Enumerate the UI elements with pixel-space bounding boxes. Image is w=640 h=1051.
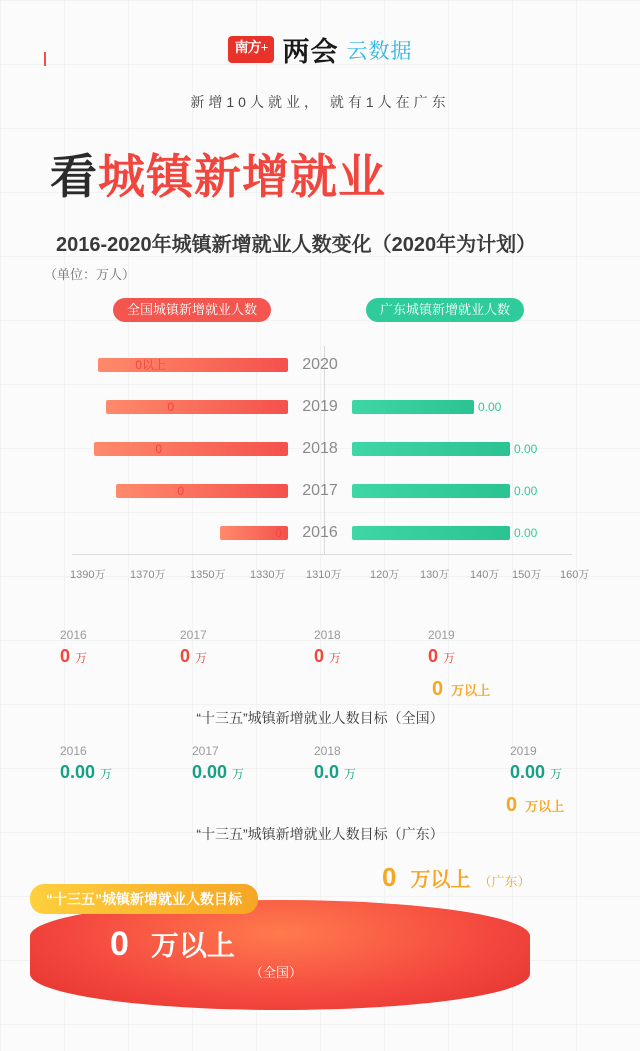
value-guangdong-2018: 0.00: [514, 442, 538, 456]
disc-badge-label: “十三五”城镇新增就业人数目标: [30, 884, 258, 914]
chart-axis-scale: [0, 554, 640, 590]
national-cell-2017-value: [180, 646, 207, 667]
national-cell-2017-num: 0: [180, 646, 191, 666]
chart-year-2016: 2016: [302, 524, 338, 541]
brand-title: 两会: [282, 37, 339, 67]
national-cell-2018-unit: 万: [329, 651, 342, 665]
axis-tick-right-1: 120万: [370, 569, 400, 581]
chart-legend: [0, 298, 640, 324]
chart-unit-note: （单位：万人）: [44, 267, 136, 282]
national-cell-2016-num: 0: [60, 646, 71, 666]
national-cell-2017: [180, 628, 207, 667]
axis-tick-right-5: 160万: [560, 569, 590, 581]
brand-header: [0, 30, 640, 69]
value-national-2018: 0: [155, 442, 162, 456]
value-guangdong-2016: 0.00: [514, 526, 538, 540]
national-cell-2018-year: 2018: [314, 628, 341, 642]
national-cell-2019-unit: 万: [443, 651, 456, 665]
chart-row-2017: [0, 472, 640, 510]
final-target-scope: （广东）: [478, 874, 531, 889]
guangdong-cell-2019-year: 2019: [510, 744, 537, 758]
value-national-2017: 0: [177, 484, 184, 498]
chart-row-2019: [0, 388, 640, 426]
guangdong-cell-2019-num: 0.00: [510, 762, 546, 782]
page-title-highlight: 城镇新增就业: [98, 150, 386, 203]
bar-guangdong-2018: [352, 442, 510, 456]
kicker-text: 新增10人就业， 就有1人在广东: [190, 94, 450, 110]
national-cell-2017-unit: 万: [195, 651, 208, 665]
value-guangdong-2017: 0.00: [514, 484, 538, 498]
final-target-text: 万以上: [410, 869, 471, 891]
guangdong-cell-2017-unit: 万: [232, 767, 245, 781]
final-guangdong-target: [382, 862, 530, 893]
brand-subtitle: 云数据: [346, 39, 413, 63]
national-target-text: 万以上: [451, 683, 491, 698]
guangdong-target-caption: “十三五”城镇新增就业人数目标（广东）: [196, 826, 444, 842]
axis-tick-right-3: 140万: [470, 569, 500, 581]
pyramid-chart: [0, 346, 640, 581]
national-cell-2018-value: [314, 646, 341, 667]
guangdong-cell-2016-value: [60, 762, 112, 783]
national-cell-2016: [60, 628, 87, 667]
value-national-2020: 0以上: [135, 358, 166, 372]
final-target-num: 0: [382, 862, 397, 892]
national-cell-2019-value: [428, 646, 455, 667]
national-cell-2016-value: [60, 646, 87, 667]
guangdong-cell-2018-value: [314, 762, 356, 783]
guangdong-target-num: 0: [506, 794, 518, 816]
guangdong-cell-2019: [510, 744, 562, 783]
guangdong-cell-2016-unit: 万: [100, 767, 113, 781]
chart-year-2020: 2020: [302, 356, 338, 373]
axis-tick-left-2: 1370万: [130, 569, 166, 581]
guangdong-cell-2018-year: 2018: [314, 744, 341, 758]
national-cell-2018: [314, 628, 341, 667]
axis-tick-left-3: 1350万: [190, 569, 226, 581]
chart-year-2017: 2017: [302, 482, 338, 499]
chart-year-2018: 2018: [302, 440, 338, 457]
axis-tick-left-1: 1390万: [70, 569, 106, 581]
chart-row-2016: [0, 514, 640, 552]
guangdong-cell-2017-num: 0.00: [192, 762, 228, 782]
axis-tick-left-5: 1310万: [306, 569, 342, 581]
bar-guangdong-2019: [352, 400, 474, 414]
axis-tick-right-2: 130万: [420, 569, 450, 581]
axis-tick-left-4: 1330万: [250, 569, 286, 581]
guangdong-cell-2016: [60, 744, 112, 783]
national-cell-2019-num: 0: [428, 646, 439, 666]
national-cell-2017-year: 2017: [180, 628, 207, 642]
guangdong-cell-2019-value: [510, 762, 562, 783]
national-target-num: 0: [432, 678, 444, 700]
guangdong-cell-2018: [314, 744, 356, 783]
legend-item-national: 全国城镇新增就业人数: [113, 298, 271, 322]
guangdong-cell-2018-num: 0.0: [314, 762, 340, 782]
national-cell-2018-num: 0: [314, 646, 325, 666]
guangdong-cell-2017-value: [192, 762, 244, 783]
guangdong-target-line: [506, 794, 564, 817]
guangdong-cell-2018-unit: 万: [344, 767, 357, 781]
disc-text: 万以上: [150, 930, 235, 961]
national-cell-2016-year: 2016: [60, 628, 87, 642]
brand-badge: 南方+: [228, 36, 275, 63]
disc-scope: （全国）: [250, 965, 303, 980]
guangdong-cell-2019-unit: 万: [550, 767, 563, 781]
guangdong-cell-2017: [192, 744, 244, 783]
national-cell-2019: [428, 628, 455, 667]
chart-row-2018: [0, 430, 640, 468]
bar-guangdong-2017: [352, 484, 510, 498]
axis-tick-right-4: 150万: [512, 569, 542, 581]
chart-year-2019: 2019: [302, 398, 338, 415]
chart-axis-baseline: [72, 554, 572, 555]
national-target-line: [432, 678, 490, 701]
guangdong-target-text: 万以上: [525, 799, 565, 814]
chart-subtitle: 2016-2020年城镇新增就业人数变化（2020年为计划）: [56, 234, 537, 256]
national-cell-2019-year: 2019: [428, 628, 455, 642]
legend-item-guangdong: 广东城镇新增就业人数: [366, 298, 524, 322]
disc-num: 0: [110, 925, 129, 963]
value-national-2019: 0: [167, 400, 174, 414]
national-cell-2016-unit: 万: [75, 651, 88, 665]
page-title-prefix: 看: [50, 150, 98, 203]
disc-graphic: [30, 900, 530, 1010]
value-guangdong-2019: 0.00: [478, 400, 502, 414]
bar-guangdong-2016: [352, 526, 510, 540]
guangdong-cell-2016-year: 2016: [60, 744, 87, 758]
disc-main-value: [110, 924, 235, 964]
guangdong-cell-2017-year: 2017: [192, 744, 219, 758]
value-national-2016: 0: [275, 526, 282, 540]
guangdong-cell-2016-num: 0.00: [60, 762, 96, 782]
page-title: [50, 140, 386, 207]
chart-row-2020: [0, 346, 640, 384]
national-target-caption: “十三五”城镇新增就业人数目标（全国）: [196, 710, 444, 726]
